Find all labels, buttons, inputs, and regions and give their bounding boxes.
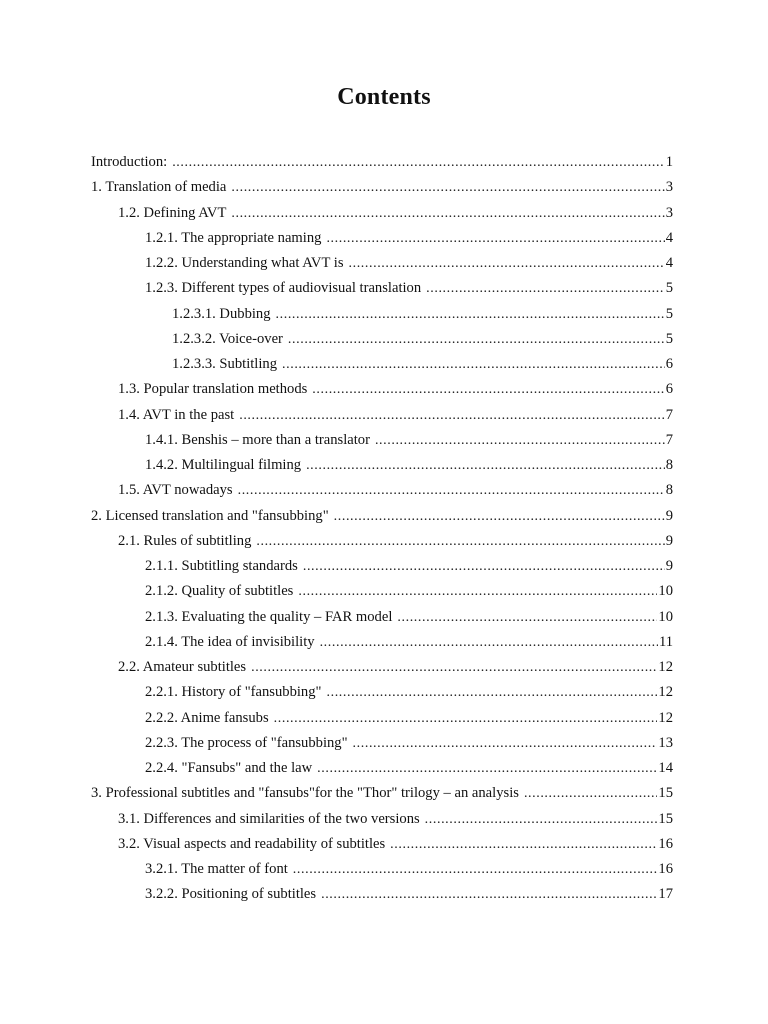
dot-leader xyxy=(524,781,657,806)
toc-entry-label: 1.2.2. Understanding what AVT is xyxy=(145,255,344,271)
table-of-contents xyxy=(91,150,673,908)
toc-entry-page-number: 13 xyxy=(658,734,673,751)
toc-entry-page-number: 3 xyxy=(665,204,673,221)
toc-entry-label: 3.2.2. Positioning of subtitles xyxy=(145,886,317,903)
toc-entry-label: 3.2. Visual aspects and readability of subtitles xyxy=(118,835,386,852)
toc-entry xyxy=(91,302,673,327)
toc-entry xyxy=(91,403,673,428)
dot-leader xyxy=(326,226,664,251)
dot-leader xyxy=(320,630,658,655)
dot-leader xyxy=(397,605,657,630)
toc-entry-page-number: 17 xyxy=(658,886,673,903)
dot-leader xyxy=(238,478,665,503)
toc-entry-label: 1.2.3.1. Dubbing xyxy=(172,305,271,322)
toc-entry xyxy=(91,857,673,882)
toc-entry-page-number: 7 xyxy=(665,431,673,448)
toc-entry-label: 2.1. Rules of subtitling xyxy=(118,532,252,549)
toc-entry-page-number: 8 xyxy=(665,457,673,473)
toc-entry-label: 1.3. Popular translation methods xyxy=(118,381,308,398)
dot-leader xyxy=(251,655,657,680)
toc-entry-label: 1.2.3.3. Subtitling xyxy=(172,356,278,372)
toc-entry xyxy=(91,731,673,756)
toc-entry-label: 2.1.4. The idea of invisibility xyxy=(145,633,315,650)
toc-entry-page-number: 6 xyxy=(665,356,673,372)
toc-entry-label: 1.4. AVT in the past xyxy=(118,406,235,423)
toc-entry-label: 2. Licensed translation and "fansubbing" xyxy=(91,507,329,524)
toc-entry xyxy=(91,504,673,529)
toc-entry xyxy=(91,201,673,226)
toc-entry-label: 1.2.3.2. Voice-over xyxy=(172,330,283,347)
toc-entry-page-number: 16 xyxy=(658,835,673,852)
toc-entry xyxy=(91,832,673,857)
toc-entry-page-number: 5 xyxy=(665,280,673,297)
toc-entry xyxy=(91,453,673,478)
toc-entry-page-number: 12 xyxy=(658,659,673,675)
toc-entry-label: 2.2.2. Anime fansubs xyxy=(145,709,269,726)
dot-leader xyxy=(425,807,658,832)
toc-entry-label: 2.2.4. "Fansubs" and the law xyxy=(145,760,313,776)
toc-entry-page-number: 14 xyxy=(658,760,673,776)
toc-entry-label: 1.2. Defining AVT xyxy=(118,204,227,221)
toc-entry-label: 2.2.3. The process of "fansubbing" xyxy=(145,734,348,751)
dot-leader xyxy=(231,201,664,226)
toc-entry-page-number: 5 xyxy=(665,330,673,347)
toc-entry xyxy=(91,655,673,680)
toc-entry-label: 3.1. Differences and similarities of the two versions xyxy=(118,810,420,827)
toc-entry-page-number: 5 xyxy=(665,305,673,322)
dot-leader xyxy=(321,882,657,907)
toc-entry-page-number: 4 xyxy=(665,255,673,271)
toc-entry-label: 2.1.2. Quality of subtitles xyxy=(145,583,294,600)
toc-entry-page-number: 16 xyxy=(658,861,673,877)
toc-entry xyxy=(91,706,673,731)
toc-entry xyxy=(91,807,673,832)
toc-entry-label: 1. Translation of media xyxy=(91,179,227,196)
dot-leader xyxy=(298,579,657,604)
toc-entry xyxy=(91,756,673,781)
dot-leader xyxy=(239,403,664,428)
dot-leader xyxy=(303,554,665,579)
dot-leader xyxy=(327,680,658,705)
toc-entry-label: 2.2. Amateur subtitles xyxy=(118,659,247,675)
toc-entry xyxy=(91,529,673,554)
toc-entry-label: Introduction: xyxy=(91,154,168,170)
toc-entry-page-number: 8 xyxy=(665,482,673,499)
toc-entry-page-number: 10 xyxy=(658,583,673,600)
toc-entry xyxy=(91,352,673,377)
toc-entry xyxy=(91,226,673,251)
dot-leader xyxy=(375,428,665,453)
toc-entry xyxy=(91,554,673,579)
dot-leader xyxy=(274,706,658,731)
dot-leader xyxy=(349,251,665,276)
dot-leader xyxy=(390,832,657,857)
toc-entry xyxy=(91,680,673,705)
toc-entry-label: 2.2.1. History of "fansubbing" xyxy=(145,684,322,701)
toc-entry-label: 1.2.3. Different types of audiovisual translation xyxy=(145,280,422,297)
dot-leader xyxy=(426,276,665,301)
dot-leader xyxy=(256,529,664,554)
toc-entry-label: 1.4.1. Benshis – more than a translator xyxy=(145,431,370,448)
toc-entry-page-number: 11 xyxy=(658,633,673,650)
toc-entry-page-number: 9 xyxy=(665,507,673,524)
toc-entry-label: 2.1.1. Subtitling standards xyxy=(145,558,298,574)
toc-entry xyxy=(91,251,673,276)
toc-entry-page-number: 15 xyxy=(658,810,673,827)
toc-entry xyxy=(91,579,673,604)
toc-entry xyxy=(91,478,673,503)
dot-leader xyxy=(276,302,665,327)
page-title: Contents xyxy=(337,84,431,110)
toc-entry xyxy=(91,377,673,402)
toc-entry-label: 3. Professional subtitles and "fansubs"for the "Thor" trilogy – an analysis xyxy=(91,785,519,802)
toc-entry-page-number: 9 xyxy=(665,558,673,574)
toc-entry-page-number: 4 xyxy=(665,229,673,246)
toc-entry xyxy=(91,428,673,453)
toc-entry-page-number: 6 xyxy=(665,381,673,398)
toc-entry xyxy=(91,605,673,630)
dot-leader xyxy=(312,377,664,402)
dot-leader xyxy=(317,756,657,781)
toc-entry xyxy=(91,175,673,200)
dot-leader xyxy=(353,731,658,756)
dot-leader xyxy=(288,327,665,352)
dot-leader xyxy=(334,504,665,529)
dot-leader xyxy=(172,150,665,175)
toc-entry-page-number: 12 xyxy=(658,709,673,726)
toc-entry xyxy=(91,630,673,655)
toc-entry xyxy=(91,150,673,175)
toc-entry-page-number: 3 xyxy=(665,179,673,196)
toc-entry xyxy=(91,327,673,352)
toc-entry-page-number: 7 xyxy=(665,406,673,423)
dot-leader xyxy=(231,175,664,200)
toc-entry xyxy=(91,276,673,301)
dot-leader xyxy=(306,453,665,478)
toc-entry xyxy=(91,781,673,806)
toc-entry-label: 1.4.2. Multilingual filming xyxy=(145,457,302,473)
toc-entry-label: 1.5. AVT nowadays xyxy=(118,482,233,499)
toc-entry xyxy=(91,882,673,907)
dot-leader xyxy=(293,857,658,882)
toc-entry-label: 1.2.1. The appropriate naming xyxy=(145,229,322,246)
toc-entry-page-number: 10 xyxy=(658,608,673,625)
toc-entry-label: 2.1.3. Evaluating the quality – FAR model xyxy=(145,608,393,625)
dot-leader xyxy=(282,352,665,377)
toc-entry-page-number: 9 xyxy=(665,532,673,549)
toc-entry-page-number: 12 xyxy=(658,684,673,701)
toc-entry-page-number: 15 xyxy=(658,785,673,802)
toc-entry-page-number: 1 xyxy=(665,154,673,170)
toc-entry-label: 3.2.1. The matter of font xyxy=(145,861,288,877)
